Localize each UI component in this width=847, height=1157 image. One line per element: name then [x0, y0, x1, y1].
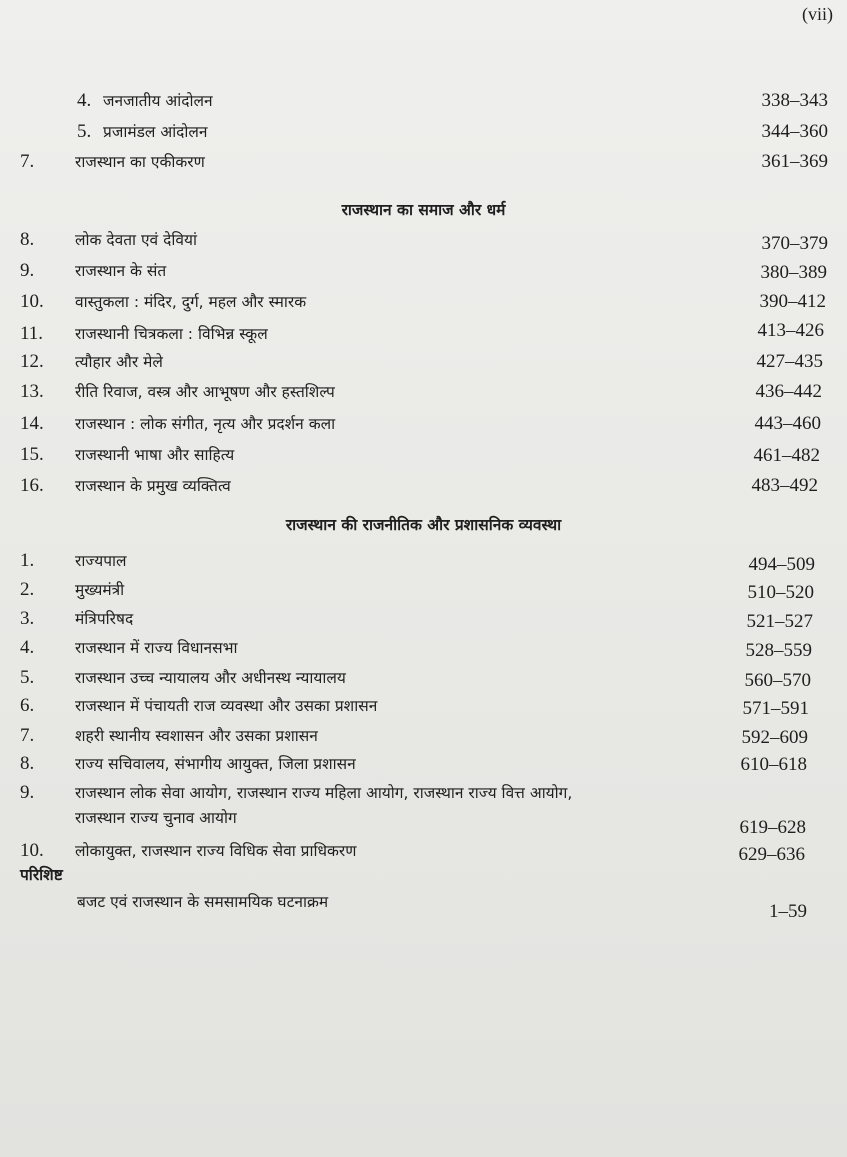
section-heading-society: राजस्थान का समाज और धर्म [341, 201, 506, 219]
toc-entry-number: 12. [20, 351, 44, 372]
section-heading-polity: राजस्थान की राजनीतिक और प्रशासनिक व्यवस्था [285, 516, 562, 534]
toc-entry-title: लोकायुक्त, राजस्थान राज्य विधिक सेवा प्राधिकरण [75, 842, 357, 860]
toc-entry-number: 15. [20, 444, 44, 465]
toc-entry-pages: 619–628 [739, 817, 806, 838]
toc-entry-title: जनजातीय आंदोलन [103, 92, 213, 110]
toc-entry-number: 13. [20, 381, 44, 402]
toc-entry-title: राजस्थानी भाषा और साहित्य [75, 446, 235, 464]
toc-entry-number: 9. [20, 260, 35, 281]
appendix-entry-title: बजट एवं राजस्थान के समसामयिक घटनाक्रम [77, 893, 329, 911]
toc-entry-number: 14. [20, 413, 44, 434]
toc-entry-title: प्रजामंडल आंदोलन [103, 123, 208, 141]
toc-entry-pages: 571–591 [742, 698, 809, 719]
toc-entry-pages: 443–460 [754, 413, 821, 434]
toc-entry-number: 5. [20, 667, 35, 688]
appendix-entry-pages: 1–59 [769, 901, 807, 922]
toc-entry-number: 10. [20, 840, 44, 861]
toc-entry-title: राजस्थान : लोक संगीत, नृत्य और प्रदर्शन कला [75, 415, 336, 433]
toc-entry-title: वास्तुकला : मंदिर, दुर्ग, महल और स्मारक [75, 293, 307, 311]
toc-entry-title: राजस्थान में पंचायती राज व्यवस्था और उसका प्रशासन [75, 697, 378, 715]
toc-entry-pages: 436–442 [755, 381, 822, 402]
toc-entry-pages: 592–609 [741, 727, 808, 748]
toc-entry-pages: 390–412 [759, 291, 826, 312]
toc-entry-title: राजस्थानी चित्रकला : विभिन्न स्कूल [75, 325, 268, 343]
toc-entry-title: लोक देवता एवं देवियां [75, 231, 197, 249]
toc-entry-number: 7. [20, 725, 35, 746]
toc-entry-number: 1. [20, 550, 35, 571]
toc-entry-title: शहरी स्थानीय स्वशासन और उसका प्रशासन [75, 727, 318, 745]
toc-entry-number: 4. [77, 90, 92, 111]
toc-entry-pages: 413–426 [757, 320, 824, 341]
toc-entry-pages: 521–527 [746, 611, 813, 632]
toc-entry-number: 5. [77, 121, 92, 142]
page-folio: (vii) [802, 4, 833, 24]
toc-entry-pages: 629–636 [738, 844, 805, 865]
toc-entry-pages: 610–618 [740, 754, 807, 775]
toc-entry-number: 3. [20, 608, 35, 629]
toc-entry-pages: 370–379 [761, 233, 828, 254]
appendix-heading: परिशिष्ट [20, 866, 63, 884]
toc-entry-title: राजस्थान के प्रमुख व्यक्तित्व [75, 477, 231, 495]
toc-entry-pages: 427–435 [756, 351, 823, 372]
toc-entry-title: राज्यपाल [75, 552, 127, 570]
toc-entry-number: 10. [20, 291, 44, 312]
toc-entry-pages: 560–570 [744, 670, 811, 691]
toc-entry-pages: 483–492 [751, 475, 818, 496]
toc-entry-pages: 344–360 [761, 121, 828, 142]
toc-entry-number: 11. [20, 323, 44, 344]
toc-entry-number: 2. [20, 579, 35, 600]
toc-entry-pages: 338–343 [761, 90, 828, 111]
toc-entry-title-continued: राजस्थान राज्य चुनाव आयोग [75, 809, 237, 827]
toc-entry-pages: 510–520 [747, 582, 814, 603]
toc-entry-pages: 528–559 [745, 640, 812, 661]
toc-entry-title: राजस्थान के संत [75, 262, 167, 280]
toc-entry-pages: 461–482 [753, 445, 820, 466]
toc-entry-title: त्यौहार और मेले [75, 353, 163, 371]
toc-entry-title: राजस्थान उच्च न्यायालय और अधीनस्थ न्यायालय [75, 669, 346, 687]
toc-entry-number: 7. [20, 151, 35, 172]
toc-entry-number: 4. [20, 637, 35, 658]
toc-entry-number: 9. [20, 782, 35, 803]
toc-entry-number: 8. [20, 753, 35, 774]
toc-entry-number: 8. [20, 229, 35, 250]
toc-entry-number: 6. [20, 695, 35, 716]
toc-entry-title: राजस्थान का एकीकरण [75, 153, 205, 171]
toc-entry-pages: 361–369 [761, 151, 828, 172]
toc-entry-title: राज्य सचिवालय, संभागीय आयुक्त, जिला प्रशासन [75, 755, 356, 773]
toc-entry-title: मुख्यमंत्री [75, 581, 125, 599]
toc-entry-title: मंत्रिपरिषद [75, 610, 134, 628]
toc-entry-number: 16. [20, 475, 44, 496]
toc-entry-pages: 380–389 [760, 262, 827, 283]
toc-entry-title: राजस्थान में राज्य विधानसभा [75, 639, 238, 657]
toc-entry-title: राजस्थान लोक सेवा आयोग, राजस्थान राज्य महिला आयोग, राजस्थान राज्य वित्त आयोग, [75, 784, 573, 802]
toc-entry-title: रीति रिवाज, वस्त्र और आभूषण और हस्तशिल्प [75, 383, 335, 401]
toc-entry-pages: 494–509 [748, 554, 815, 575]
